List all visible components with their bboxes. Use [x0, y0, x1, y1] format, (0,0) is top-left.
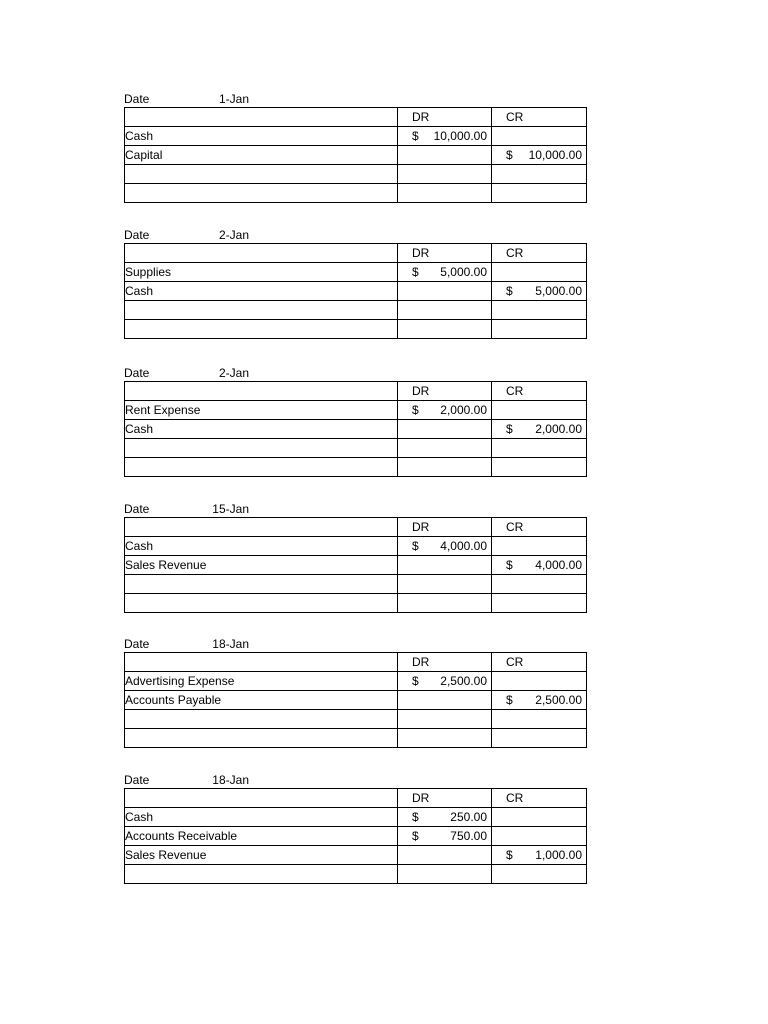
account-cell: [125, 458, 398, 477]
journal-table: [124, 517, 587, 613]
table-row: [125, 458, 587, 477]
account-cell: Accounts Receivable: [125, 827, 398, 846]
dr-cell: [398, 146, 492, 165]
journal-entry: [124, 773, 586, 862]
currency-symbol: $: [506, 148, 513, 162]
dr-header: DR: [398, 382, 492, 401]
account-cell: [125, 594, 398, 613]
date-label: Date: [124, 228, 150, 242]
table-row: [125, 575, 587, 594]
table-row: [125, 556, 587, 575]
dr-cell: [398, 808, 492, 827]
dr-header: DR: [398, 244, 492, 263]
cr-cell: [492, 691, 587, 710]
account-cell: Accounts Payable: [125, 691, 398, 710]
journal-entry: [124, 366, 586, 436]
date-value: 1-Jan: [218, 92, 249, 106]
dr-cell: [398, 691, 492, 710]
header-row: [125, 108, 587, 127]
date-label: Date: [124, 773, 150, 787]
dr-cell: [398, 575, 492, 594]
cr-cell: [492, 710, 587, 729]
cr-cell: [492, 320, 587, 339]
cr-cell: [492, 263, 587, 282]
cr-cell: [492, 184, 587, 203]
dr-cell: [398, 165, 492, 184]
table-row: [125, 165, 587, 184]
table-row: [125, 320, 587, 339]
cr-cell: [492, 594, 587, 613]
cr-cell: [492, 282, 587, 301]
currency-symbol: $: [412, 810, 419, 824]
account-cell: Sales Revenue: [125, 846, 398, 865]
cr-cell: [492, 439, 587, 458]
table-row: [125, 301, 587, 320]
dr-amount: 750.00: [450, 829, 487, 843]
table-row: [125, 827, 587, 846]
currency-symbol: $: [412, 265, 419, 279]
dr-cell: [398, 263, 492, 282]
table-row: [125, 594, 587, 613]
date-label: Date: [124, 637, 150, 651]
cr-header: CR: [492, 789, 587, 808]
account-header-cell: [125, 518, 398, 537]
account-cell: [125, 165, 398, 184]
currency-symbol: $: [506, 422, 513, 436]
account-cell: [125, 710, 398, 729]
cr-cell: [492, 556, 587, 575]
dr-cell: [398, 537, 492, 556]
cr-cell: [492, 301, 587, 320]
journal-table: [124, 107, 587, 203]
dr-amount: 2,000.00: [440, 403, 487, 417]
account-cell: Cash: [125, 537, 398, 556]
cr-cell: [492, 165, 587, 184]
dr-amount: 250.00: [450, 810, 487, 824]
cr-cell: [492, 808, 587, 827]
account-cell: Cash: [125, 282, 398, 301]
account-cell: [125, 320, 398, 339]
dr-cell: [398, 282, 492, 301]
account-header-cell: [125, 382, 398, 401]
cr-amount: 4,000.00: [535, 558, 582, 572]
account-header-cell: [125, 653, 398, 672]
date-label: Date: [124, 366, 150, 380]
date-value: 18-Jan: [212, 773, 249, 787]
table-row: [125, 127, 587, 146]
cr-cell: [492, 865, 587, 884]
cr-cell: [492, 537, 587, 556]
cr-cell: [492, 575, 587, 594]
dr-header: DR: [398, 518, 492, 537]
dr-amount: 5,000.00: [440, 265, 487, 279]
cr-header: CR: [492, 382, 587, 401]
dr-cell: [398, 846, 492, 865]
table-row: [125, 672, 587, 691]
cr-cell: [492, 146, 587, 165]
cr-cell: [492, 827, 587, 846]
dr-amount: 4,000.00: [440, 539, 487, 553]
table-row: [125, 691, 587, 710]
currency-symbol: $: [506, 693, 513, 707]
account-cell: [125, 184, 398, 203]
dr-cell: [398, 556, 492, 575]
table-row: [125, 263, 587, 282]
cr-cell: [492, 401, 587, 420]
date-value: 15-Jan: [212, 502, 249, 516]
journal-table: [124, 788, 587, 884]
currency-symbol: $: [412, 403, 419, 417]
account-header-cell: [125, 244, 398, 263]
currency-symbol: $: [412, 674, 419, 688]
account-cell: Advertising Expense: [125, 672, 398, 691]
dr-cell: [398, 301, 492, 320]
table-row: [125, 282, 587, 301]
account-cell: Cash: [125, 808, 398, 827]
cr-amount: 1,000.00: [535, 848, 582, 862]
dr-cell: [398, 710, 492, 729]
currency-symbol: $: [412, 539, 419, 553]
cr-header: CR: [492, 108, 587, 127]
dr-cell: [398, 729, 492, 748]
account-cell: Rent Expense: [125, 401, 398, 420]
account-cell: Cash: [125, 127, 398, 146]
dr-cell: [398, 127, 492, 146]
account-cell: [125, 575, 398, 594]
account-header-cell: [125, 108, 398, 127]
dr-cell: [398, 865, 492, 884]
dr-cell: [398, 184, 492, 203]
dr-cell: [398, 420, 492, 439]
table-row: [125, 439, 587, 458]
header-row: [125, 653, 587, 672]
account-cell: [125, 301, 398, 320]
account-cell: [125, 439, 398, 458]
table-row: [125, 537, 587, 556]
table-row: [125, 865, 587, 884]
journal-entry: [124, 637, 586, 707]
dr-cell: [398, 401, 492, 420]
dr-header: DR: [398, 653, 492, 672]
cr-cell: [492, 729, 587, 748]
date-value: 2-Jan: [218, 228, 249, 242]
currency-symbol: $: [412, 829, 419, 843]
table-row: [125, 710, 587, 729]
header-row: [125, 244, 587, 263]
account-cell: Cash: [125, 420, 398, 439]
dr-cell: [398, 672, 492, 691]
date-value: 2-Jan: [218, 366, 249, 380]
cr-cell: [492, 458, 587, 477]
cr-amount: 5,000.00: [535, 284, 582, 298]
journal-entry: [124, 92, 586, 162]
cr-header: CR: [492, 244, 587, 263]
header-row: [125, 518, 587, 537]
account-cell: [125, 729, 398, 748]
table-row: [125, 808, 587, 827]
dr-header: DR: [398, 108, 492, 127]
table-row: [125, 184, 587, 203]
dr-amount: 10,000.00: [433, 129, 487, 143]
currency-symbol: $: [412, 129, 419, 143]
journal-entry: [124, 228, 586, 298]
table-row: [125, 401, 587, 420]
currency-symbol: $: [506, 558, 513, 572]
dr-cell: [398, 439, 492, 458]
journal-table: [124, 381, 587, 477]
dr-cell: [398, 827, 492, 846]
table-row: [125, 846, 587, 865]
account-header-cell: [125, 789, 398, 808]
account-cell: Supplies: [125, 263, 398, 282]
header-row: [125, 789, 587, 808]
dr-cell: [398, 458, 492, 477]
date-value: 18-Jan: [212, 637, 249, 651]
cr-amount: 2,000.00: [535, 422, 582, 436]
journal-table: [124, 652, 587, 748]
dr-amount: 2,500.00: [440, 674, 487, 688]
currency-symbol: $: [506, 284, 513, 298]
cr-cell: [492, 127, 587, 146]
dr-cell: [398, 320, 492, 339]
account-cell: Capital: [125, 146, 398, 165]
cr-cell: [492, 420, 587, 439]
dr-header: DR: [398, 789, 492, 808]
journal-table: [124, 243, 587, 339]
date-label: Date: [124, 92, 150, 106]
cr-cell: [492, 846, 587, 865]
cr-header: CR: [492, 518, 587, 537]
account-cell: [125, 865, 398, 884]
journal-entry: [124, 502, 586, 572]
currency-symbol: $: [506, 848, 513, 862]
cr-cell: [492, 672, 587, 691]
date-label: Date: [124, 502, 150, 516]
cr-amount: 2,500.00: [535, 693, 582, 707]
table-row: [125, 146, 587, 165]
table-row: [125, 729, 587, 748]
dr-cell: [398, 594, 492, 613]
account-cell: Sales Revenue: [125, 556, 398, 575]
cr-header: CR: [492, 653, 587, 672]
header-row: [125, 382, 587, 401]
cr-amount: 10,000.00: [528, 148, 582, 162]
table-row: [125, 420, 587, 439]
